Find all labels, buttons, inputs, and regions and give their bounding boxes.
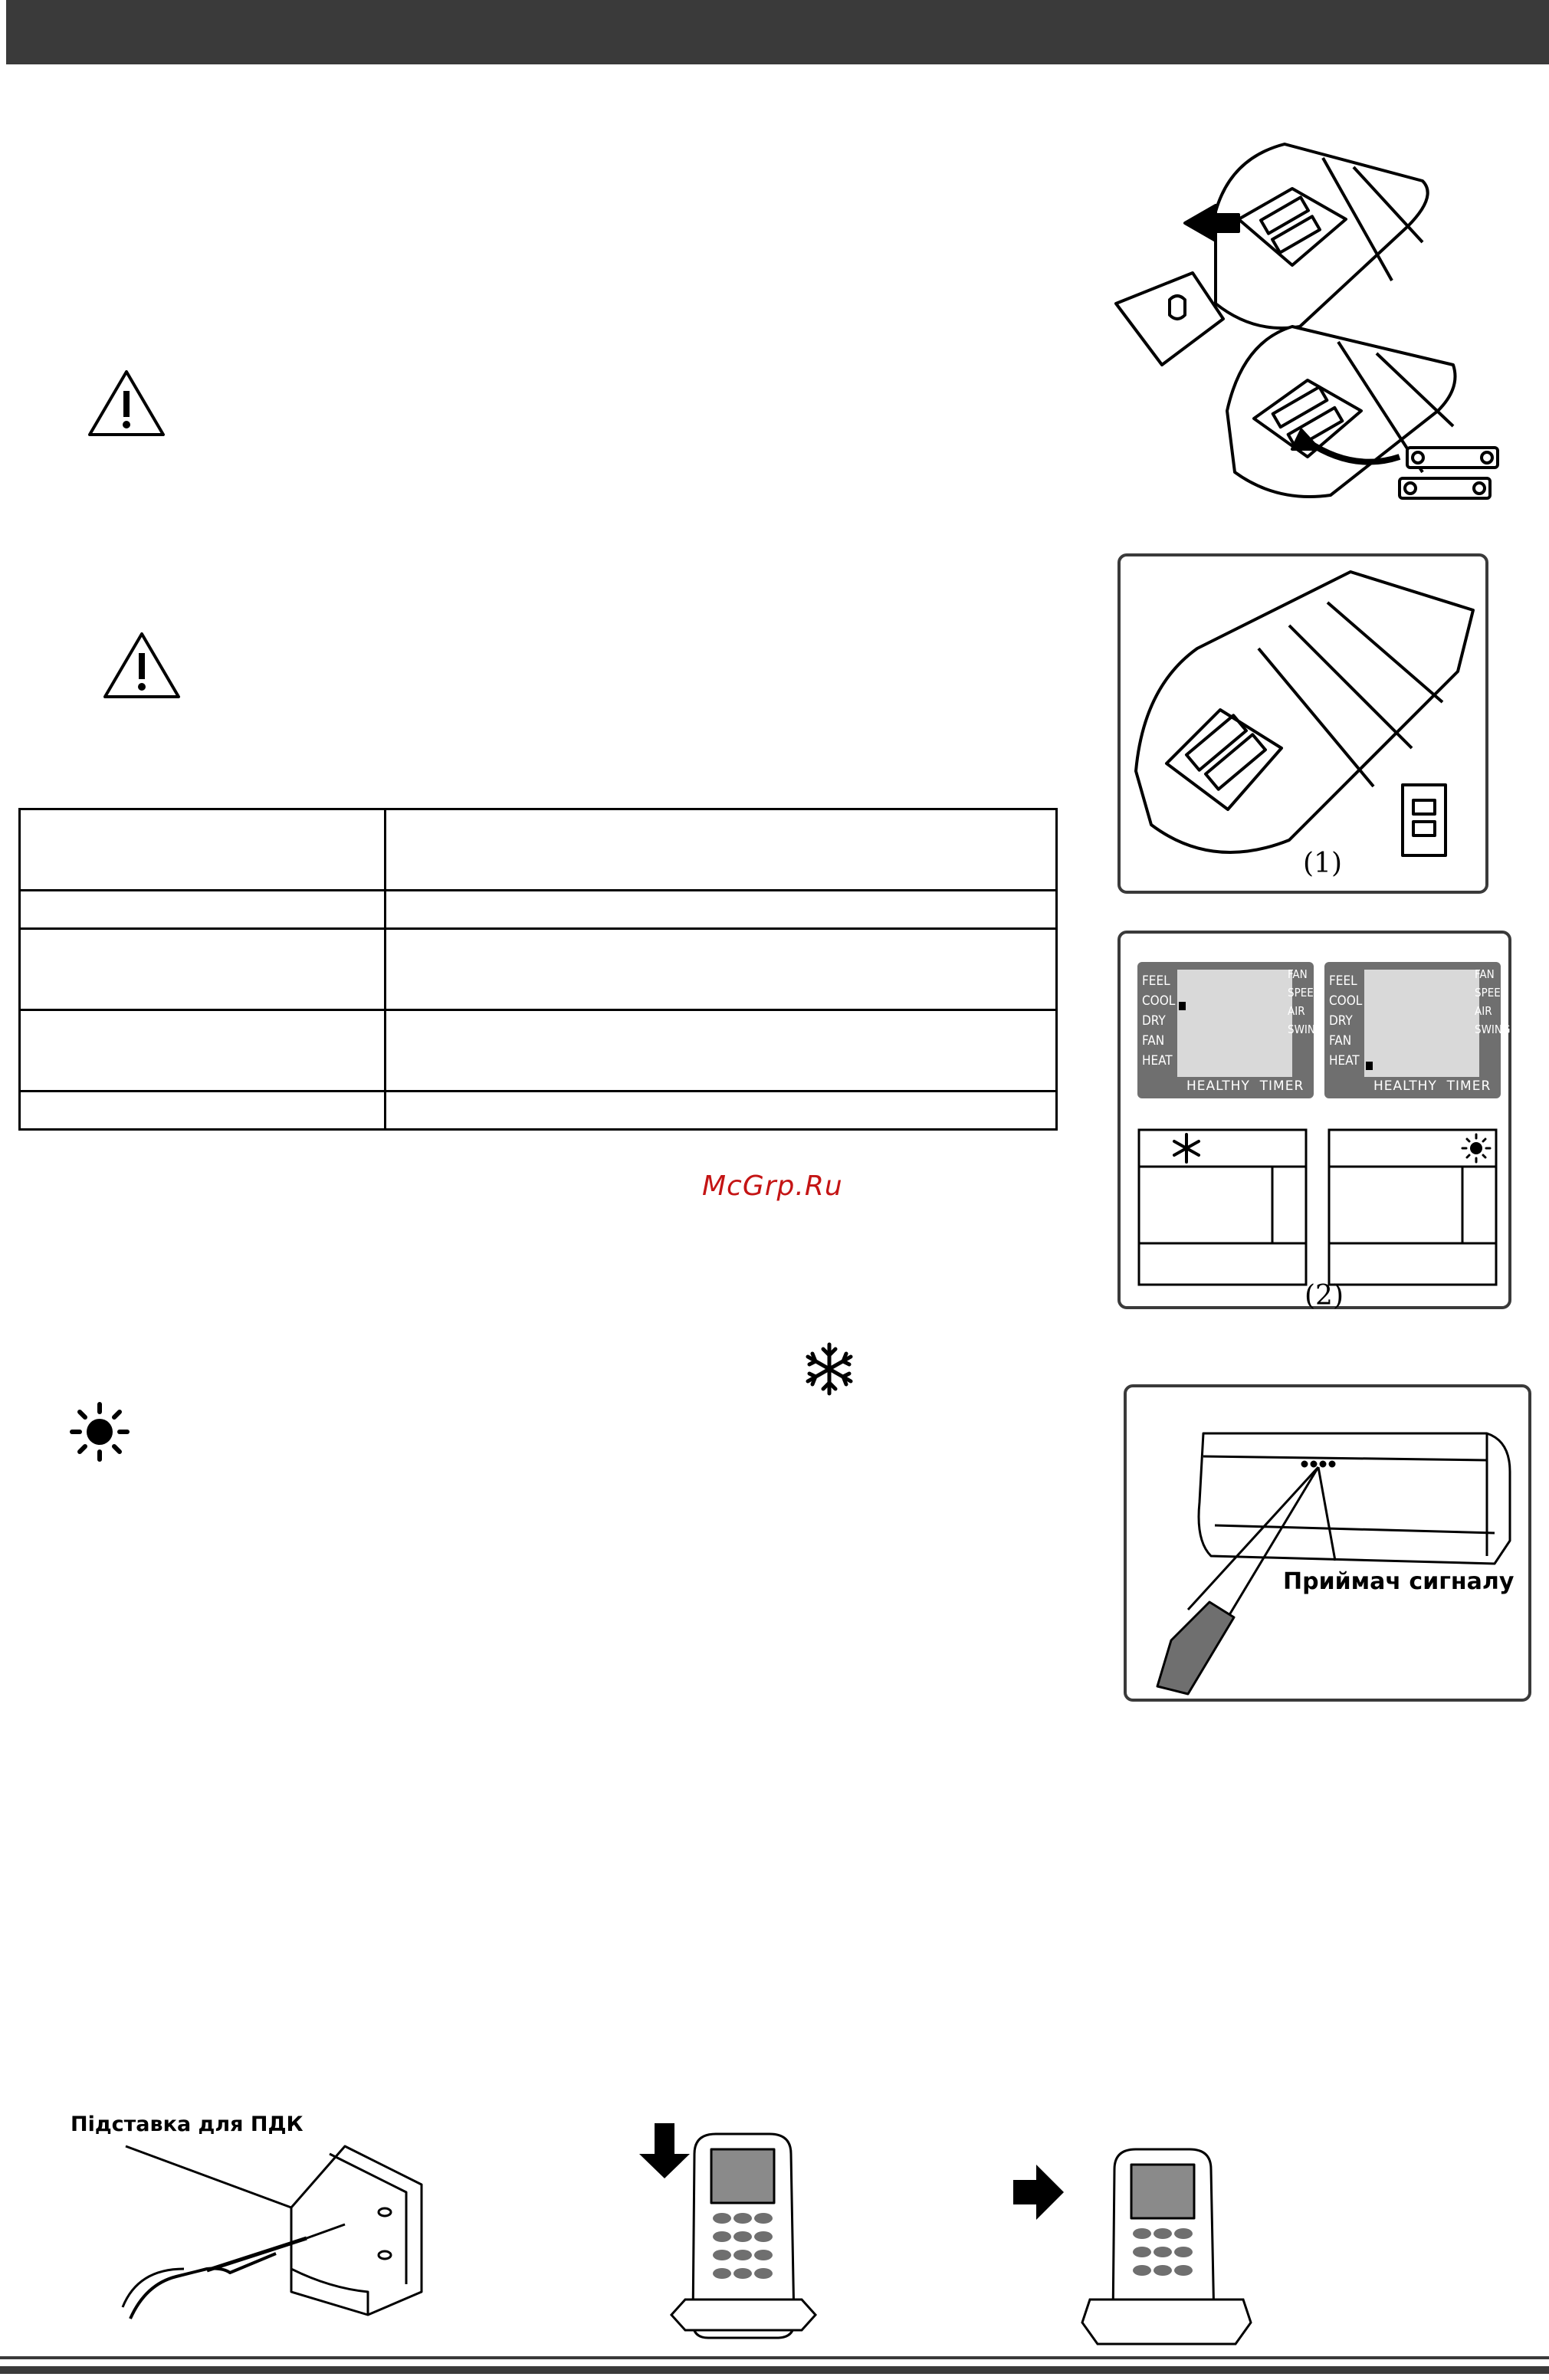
arrow-right-icon — [1013, 2165, 1064, 2220]
lcd-mode-feel: FEEL — [1142, 973, 1170, 989]
heat-indicator-card — [1327, 1128, 1498, 1286]
warning-triangle-icon — [101, 630, 182, 701]
footer-rule-thin — [0, 2356, 1549, 2359]
lcd-mode-heat: HEAT — [1142, 1053, 1173, 1069]
footer-rule — [0, 2366, 1549, 2374]
lcd-indicator — [1366, 1062, 1373, 1070]
header-bar — [6, 0, 1549, 64]
table-row — [20, 929, 1057, 1010]
insert-remote-illustration — [632, 2123, 831, 2346]
watermark: McGrp.Ru — [702, 1170, 843, 1202]
figure-2-caption: (2) — [1305, 1280, 1344, 1311]
lcd-indicator — [1179, 1002, 1186, 1010]
lcd-panel-cool: FEEL COOL DRY FAN HEAT FAN SPEED AIR SWING HEALTHY TIMER — [1137, 962, 1314, 1098]
table-row — [20, 1092, 1057, 1130]
figure-1-caption: (1) — [1303, 848, 1342, 879]
lcd-mode-cool: COOL — [1142, 993, 1176, 1009]
sun-icon — [69, 1401, 130, 1462]
battery-install-illustration — [1101, 135, 1507, 518]
cool-indicator-card — [1137, 1128, 1308, 1286]
lcd-panel-heat: FEEL COOL DRY FAN HEAT FAN SPEED AIR SWING HEALTHY TIMER — [1324, 962, 1501, 1098]
snowflake-icon — [802, 1341, 857, 1397]
remote-in-holder-illustration — [1013, 2146, 1266, 2346]
battery-compartment-illustration — [1121, 556, 1485, 891]
table-row — [20, 809, 1057, 891]
lcd-mode-dry: DRY — [1142, 1013, 1166, 1029]
mode-table — [18, 808, 1058, 1131]
table-row — [20, 891, 1057, 929]
lcd-mode-fan: FAN — [1142, 1033, 1165, 1049]
table-row — [20, 1010, 1057, 1092]
indoor-unit-illustration — [1127, 1387, 1528, 1699]
arrow-down-icon — [639, 2123, 690, 2178]
holder-label: Підставка для ПДК — [71, 2112, 304, 2136]
receiver-label: Приймач сигналу — [1283, 1568, 1515, 1595]
sun-icon — [1470, 1142, 1482, 1154]
holder-mounting-illustration — [115, 2139, 437, 2330]
warning-triangle-icon — [86, 368, 167, 438]
